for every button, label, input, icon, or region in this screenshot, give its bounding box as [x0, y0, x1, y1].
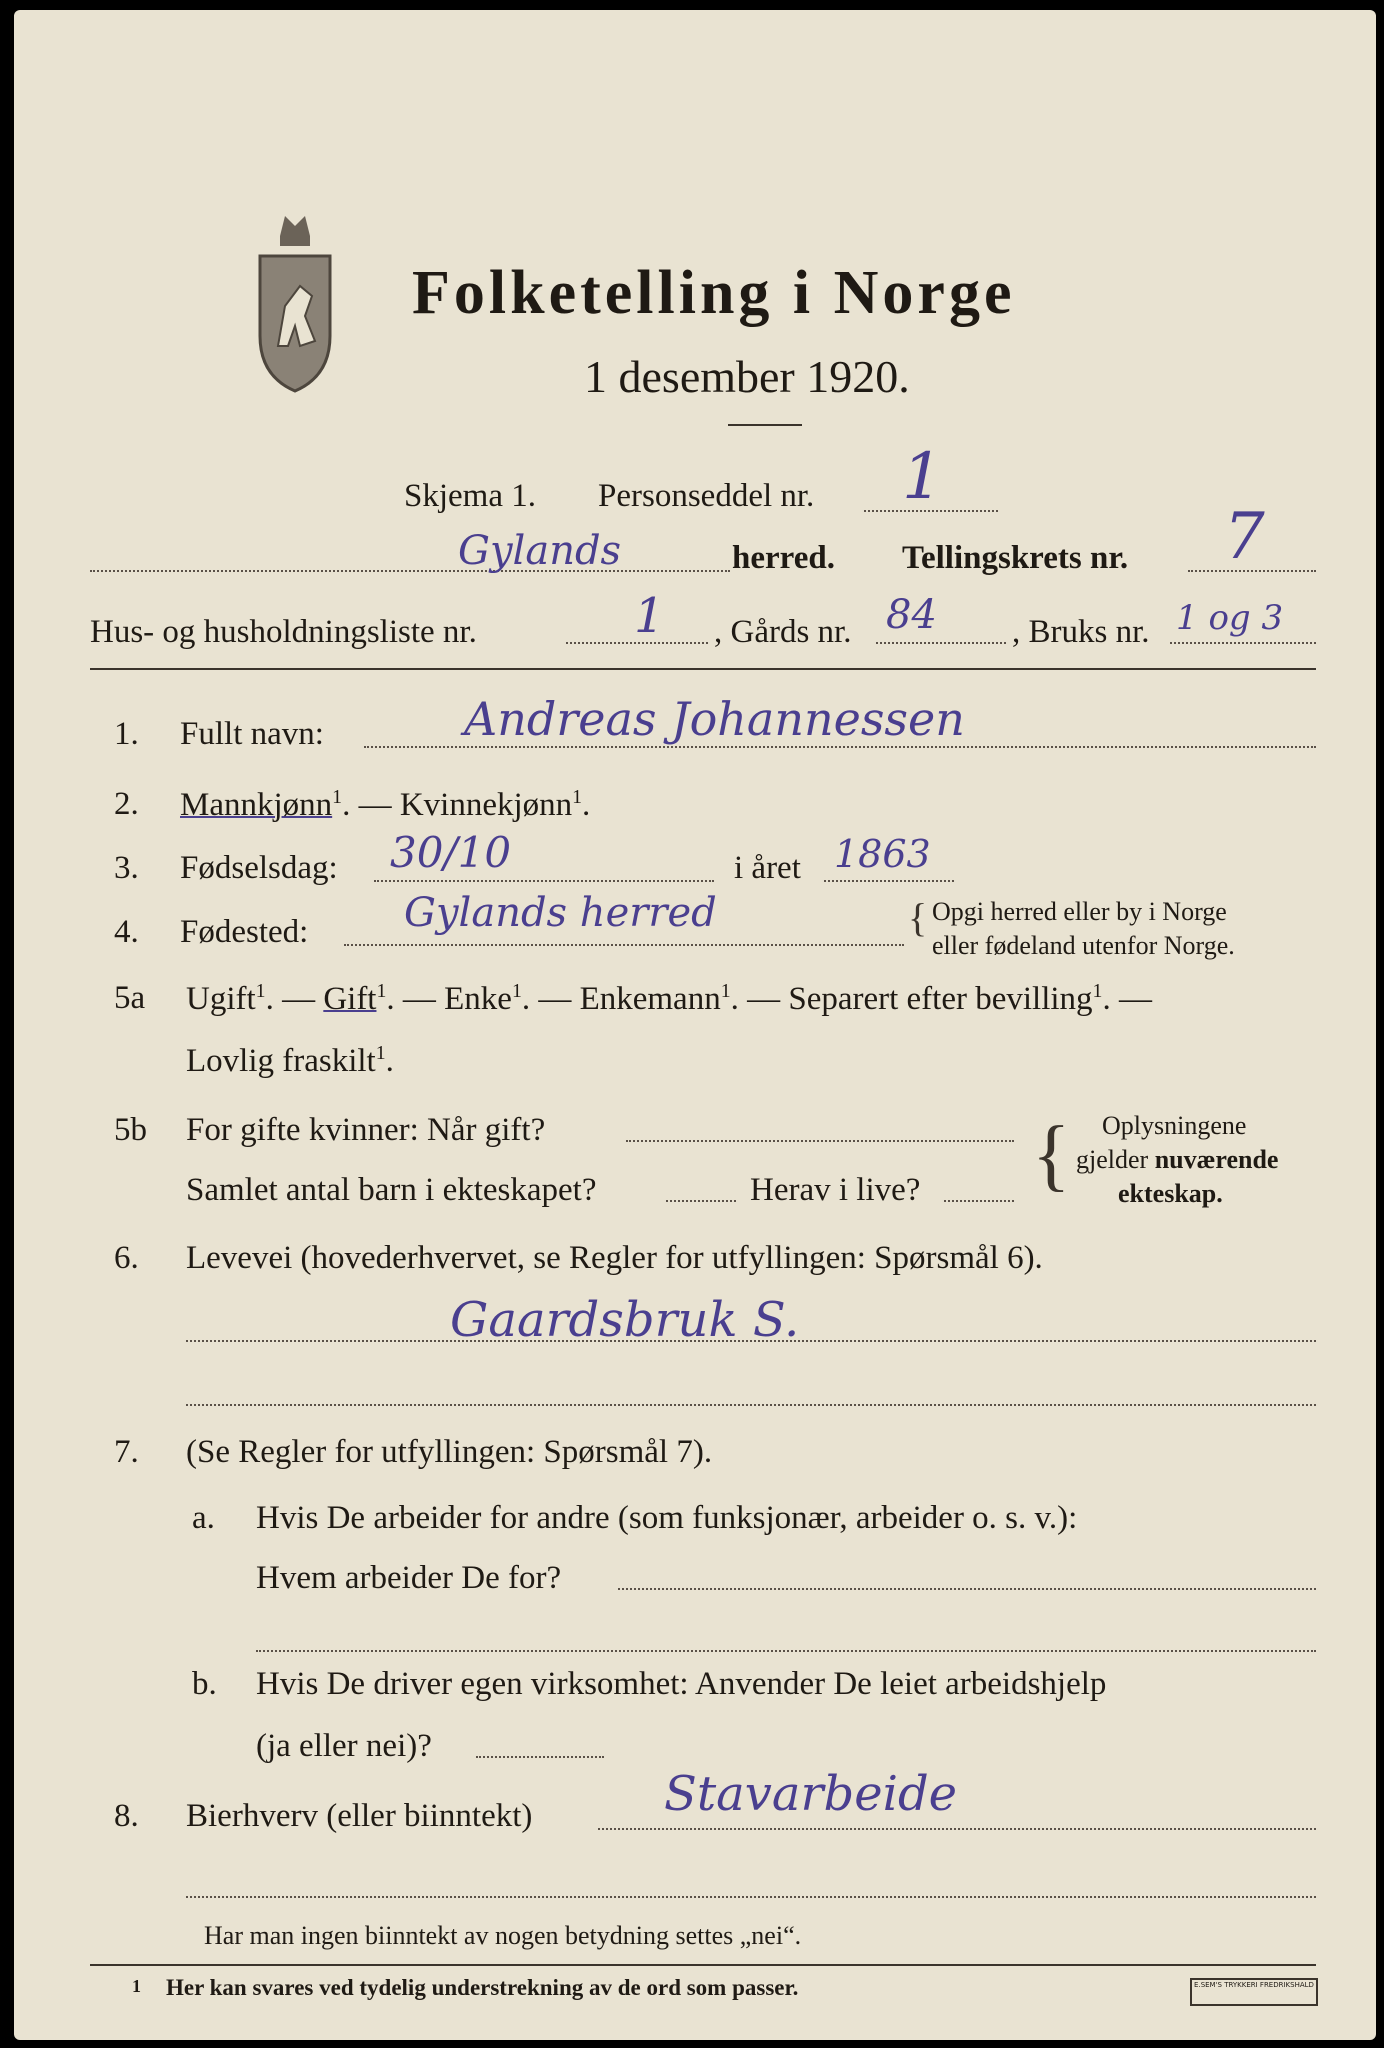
- q4-value: Gylands herred: [404, 890, 717, 936]
- herred-label: herred.: [732, 540, 835, 576]
- q1-line: [364, 746, 1316, 748]
- bruks-line: [1170, 642, 1316, 644]
- census-form: [14, 10, 1376, 2040]
- q7b-label: Hvis De driver egen virksomhet: Anvender De leiet arbeidshjelp: [256, 1666, 1107, 1702]
- q6-line-1: [186, 1340, 1316, 1342]
- q5b-label-1: For gifte kvinner: Når gift?: [186, 1112, 546, 1148]
- q7a-sub: Hvem arbeider De for?: [256, 1560, 562, 1596]
- q4-label: Fødested:: [180, 914, 309, 950]
- printer-stamp: E.SEM'S TRYKKERI FREDRIKSHALD: [1190, 1978, 1318, 2006]
- q7-number: 7.: [114, 1434, 139, 1470]
- q5b-note-3: ekteskap.: [1118, 1179, 1223, 1208]
- form-date: 1 desember 1920.: [584, 351, 910, 402]
- q2-options: Mannkjønn$^1$. — Kvinnekjønn$^1$.: [180, 786, 591, 823]
- q7b-line: [476, 1756, 604, 1758]
- gards-label: , Gårds nr.: [714, 614, 852, 650]
- q8-value: Stavarbeide: [664, 1766, 958, 1822]
- q7-label: (Se Regler for utfyllingen: Spørsmål 7).: [186, 1434, 713, 1470]
- q1-value: Andreas Johannessen: [464, 692, 965, 746]
- norway-coat-of-arms: [250, 196, 340, 396]
- q4-note-1: Opgi herred eller by i Norge: [932, 897, 1227, 926]
- q5a-options: Ugift$^1$. — Gift$^1$. — Enke$^1$. — Enkemann$^1$. — Separert efter bevilling$^1$. —: [186, 980, 1152, 1017]
- q5b-note-2: gjelder nuværende: [1076, 1145, 1279, 1174]
- q4-note-2: eller fødeland utenfor Norge.: [932, 931, 1235, 960]
- q4-line: [344, 944, 904, 946]
- husholdning-value: 1: [634, 588, 665, 644]
- personseddel-value: 1: [902, 440, 943, 514]
- q3-year-value: 1863: [834, 832, 931, 876]
- q3-number: 3.: [114, 850, 139, 886]
- herred-value: Gylands: [458, 528, 622, 574]
- tellingskrets-value: 7: [1224, 500, 1265, 574]
- option-gift[interactable]: Gift: [323, 981, 377, 1017]
- option-separert[interactable]: Separert efter bevilling: [788, 981, 1093, 1017]
- bruks-label: , Bruks nr.: [1012, 614, 1150, 650]
- q5b-label-3: Herav i live?: [750, 1172, 921, 1208]
- q6-value: Gaardsbruk S.: [450, 1292, 800, 1348]
- q6-number: 6.: [114, 1240, 139, 1276]
- q8-line-1: [598, 1828, 1316, 1830]
- q5b-number: 5b: [114, 1112, 147, 1148]
- q1-label: Fullt navn:: [180, 716, 324, 752]
- q5b-line-3: [944, 1200, 1014, 1202]
- title-divider: [728, 424, 802, 426]
- footnote-text: Her kan svares ved tydelig understrekning av de ord som passer.: [166, 1975, 799, 2000]
- q3-year-label: i året: [734, 850, 801, 886]
- q5b-label-2: Samlet antal barn i ekteskapet?: [186, 1172, 597, 1208]
- q5b-note-brace: {: [1032, 1111, 1071, 1199]
- q8-label: Bierhverv (eller biinntekt): [186, 1798, 533, 1834]
- personseddel-label: Personseddel nr.: [598, 478, 815, 514]
- q3-label: Fødselsdag:: [180, 850, 338, 886]
- q3-line: [374, 880, 714, 882]
- q2-number: 2.: [114, 786, 139, 822]
- q1-number: 1.: [114, 716, 139, 752]
- q7a-line-2: [256, 1650, 1316, 1652]
- q8-line-2: [186, 1896, 1316, 1898]
- q4-number: 4.: [114, 914, 139, 950]
- option-enkemann[interactable]: Enkemann: [579, 981, 721, 1017]
- q5b-line-2: [666, 1200, 736, 1202]
- q3-year-line: [824, 880, 954, 882]
- q6-line-2: [186, 1404, 1316, 1406]
- q8-number: 8.: [114, 1798, 139, 1834]
- q7b-number: b.: [192, 1666, 217, 1702]
- footer-note: Har man ingen biinntekt av nogen betydning settes „nei“.: [204, 1921, 802, 1950]
- q7a-line-1: [618, 1588, 1316, 1590]
- q7a-label: Hvis De arbeider for andre (som funksjonær, arbeider o. s. v.):: [256, 1500, 1078, 1536]
- footnote-number: 1: [132, 1976, 141, 1996]
- q4-note-brace: {: [908, 895, 928, 940]
- q3-value: 30/10: [390, 828, 512, 877]
- footer-divider: [90, 1964, 1316, 1966]
- q5b-note-1: Oplysningene: [1102, 1111, 1247, 1140]
- q5a-number: 5a: [114, 980, 146, 1016]
- option-enke[interactable]: Enke: [444, 981, 512, 1017]
- option-ugift[interactable]: Ugift: [186, 981, 256, 1017]
- husholdning-label: Hus- og husholdningsliste nr.: [90, 614, 477, 650]
- q5a-line2: Lovlig fraskilt$^1$.: [186, 1042, 394, 1079]
- herred-line: [90, 570, 730, 572]
- option-mannkjonn[interactable]: Mannkjønn: [180, 787, 333, 823]
- q7b-sub: (ja eller nei)?: [256, 1728, 432, 1764]
- bruks-value: 1 og 3: [1176, 598, 1284, 638]
- q6-label: Levevei (hovederhvervet, se Regler for utfyllingen: Spørsmål 6).: [186, 1240, 1043, 1276]
- option-lovlig-fraskilt[interactable]: Lovlig fraskilt: [186, 1043, 376, 1079]
- tellingskrets-label: Tellingskrets nr.: [902, 540, 1129, 576]
- header-divider: [90, 668, 1316, 670]
- skjema-label: Skjema 1.: [404, 478, 536, 514]
- q5b-line-1: [626, 1140, 1014, 1142]
- gards-value: 84: [886, 592, 937, 638]
- form-title: Folketelling i Norge: [412, 259, 1016, 327]
- gards-line: [876, 642, 1006, 644]
- q7a-number: a.: [192, 1500, 215, 1536]
- option-kvinnekjonn[interactable]: Kvinnekjønn: [399, 787, 573, 823]
